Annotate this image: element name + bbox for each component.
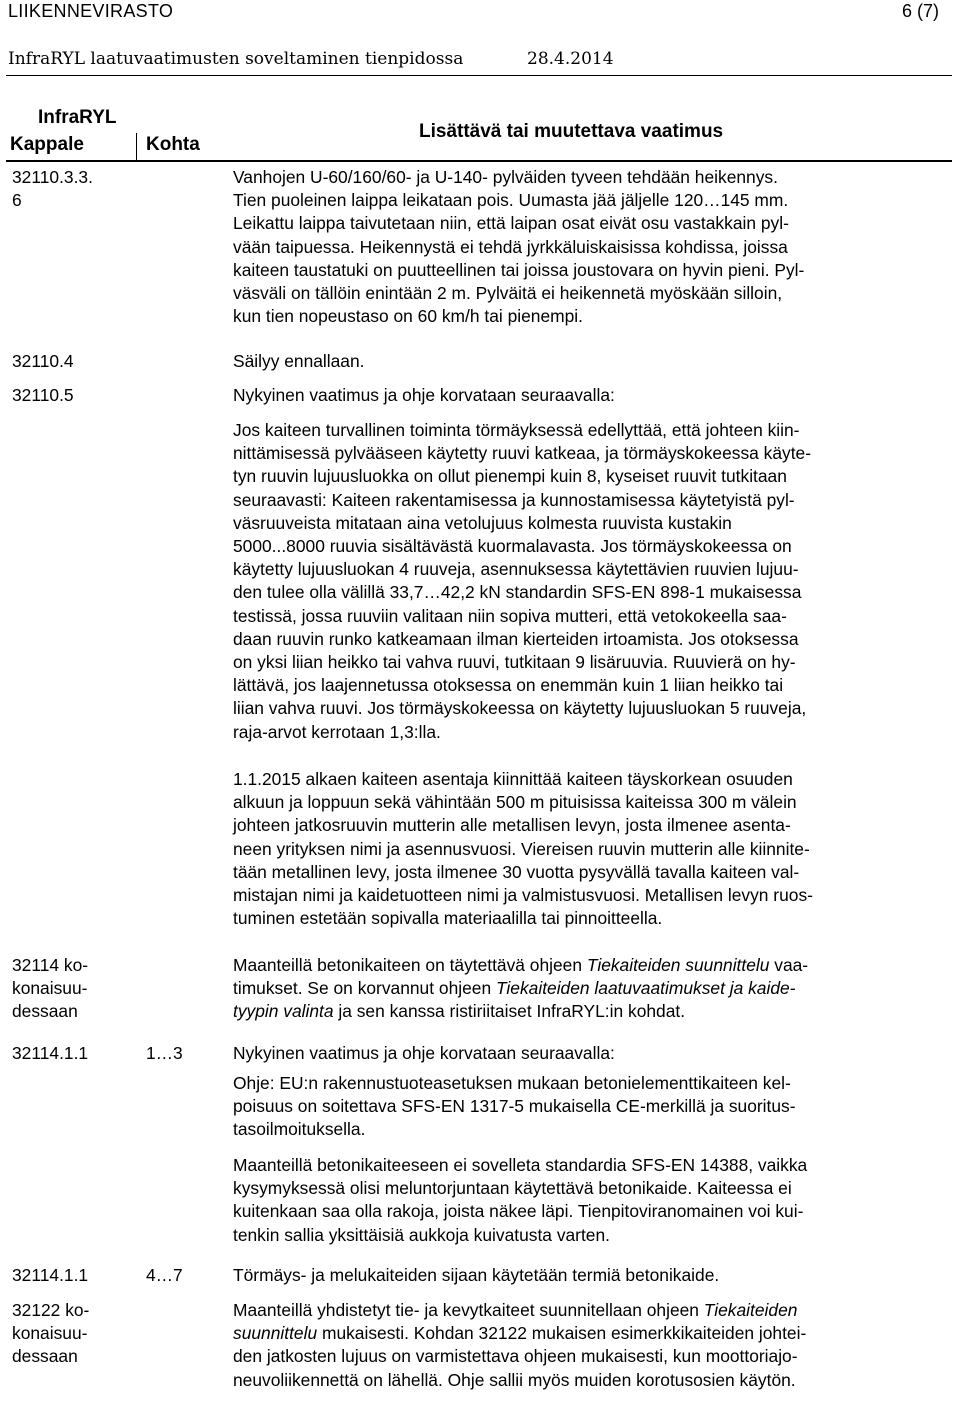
row-text: Maanteillä betonikaiteen on täytettävä ohjeen Tiekaiteiden suunnittelu vaa- timukset. Se on korvannut ohjeen Tiekaiteiden laatuvaatimukset ja kaide- tyypin valinta ja sen kanssa ristiriitaiset InfraRYL:in kohdat. — [233, 955, 809, 1022]
row-text: Törmäys- ja melukaiteiden sijaan käytetään termiä betonikaide. — [233, 1265, 720, 1285]
row-text: Vanhojen U-60/160/60- ja U-140- pylväiden tyveen tehdään heikennys. Tien puoleinen laippa leikataan pois. Uumasta jää jäljelle 120…145 mm. Leikattu laippa taivutetaan niin, että laipan osat eivät osu vastakkain pyl- vään taipuessa. Heikennystä ei tehdä jyrkkäluiskaisissa kohdissa, joissa kaiteen taustatuki on puutteellinen tai joissa joustovara on hyvin pieni. Pyl- väsväli on tällöin enintään 2 m. Pylväitä ei heikennetä myöskään silloin, kun tien nopeustaso on 60 km/h tai pienempi. — [233, 167, 805, 327]
document-date: 28.4.2014 — [527, 49, 614, 69]
row-kappale: 32114.1.1 — [12, 1043, 89, 1063]
row-text-paragraph: Jos kaiteen turvallinen toiminta törmäyksessä edellyttää, että johteen kiin- nittämisessä pylvääseen käytetty ruuvi katkeaa, ja törmäyskokeessa käyte- tyn ruuvin lujuusluokka on ollut pienempi kuin 8, kyseiset ruuvit tutkitaan seuraavasti: Kaiteen rakentamisessa ja kunnostamisessa käytetyistä pyl- väsruuveista mitataan aina vetolujuus kolmesta ruuvista kustakin 5000...8000 ruuvia sisältävästä kuormalavasta. Jos törmäyskokeessa on käytetty lujuusluokan 4 ruuveja, asennuksessa käytettävien ruuvien lujuu- den tulee olla välillä 33,7…42,2 kN standardin SFS-EN 898-1 mukaisessa testissä, jossa ruuviin valitaan niin sopiva mutteri, että vetokokeella saa- daan ruuvin runko katkeamaan ilman kierteiden irtoamista. Jos otoksessa on yksi liian heikko tai vahva ruuvi, tutkitaan 9 lisäruuvia. Ruuvierä on hy- lättävä, jos laajennetussa otoksessa on enemmän kuin 1 liian heikko tai liian vahva ruuvi. Jos törmäyskokeessa on käytetty lujuusluokan 5 ruuveja, raja-arvot kerrotaan 1,3:lla. — [233, 420, 812, 742]
header-divider — [6, 75, 952, 76]
row-text: Säilyy ennallaan. — [233, 351, 365, 371]
row-text: Maanteillä yhdistetyt tie- ja kevytkaiteet suunnitellaan ohjeen Tiekaiteiden suunnittelu mukaisesti. Kohdan 32122 mukaisen esimerkkikaiteiden johtei- den jatkosten lujuus on varmistettava ohjeen mukaisesti, kun moottoriajo- neuvoliikennettä on lähellä. Ohje sallii myös muiden korotusosien käytön. — [233, 1300, 807, 1390]
row-text-paragraph: 1.1.2015 alkaen kaiteen asentaja kiinnittää kaiteen täyskorkean osuuden alkuun ja loppuun sekä vähintään 500 m pituisissa kaiteissa 300 m välein johteen jatkosruuvin mutterin alle metallisen levyn, josta ilmenee asenta- neen yrityksen nimi ja asennusvuosi. Viereisen ruuvin mutterin alle kiinnite- tään metallinen levy, josta ilmenee 30 vuotta pysyvällä tavalla kaiteen val- mistajan nimi ja kaidetuotteen nimi ja valmistusvuosi. Metallisen levyn ruos- tuminen estetään sopivalla materiaalilla tai pinnoitteella. — [233, 769, 813, 929]
table-header-kappale: Kappale — [10, 134, 84, 155]
row-kappale: 32114 ko- konaisuu- dessaan — [12, 955, 89, 1022]
row-kohta: 1…3 — [146, 1043, 183, 1063]
table-header-kohta: Kohta — [146, 134, 200, 155]
row-kappale: 32110.4 — [12, 351, 74, 371]
row-text-paragraph: Maanteillä betonikaiteeseen ei sovelleta standardia SFS-EN 14388, vaikka kysymyksessä olisi meluntorjuntaan käytettävä betonikaide. Kaiteessa ei kuitenkaan saa olla rakoja, joista näkee läpi. Tienpitoviranomainen voi kui- tenkin sallia yksittäisiä aukkoja kuivatusta varten. — [233, 1155, 808, 1245]
row-kappale: 32122 ko- konaisuu- dessaan — [12, 1300, 90, 1367]
document-title: InfraRYL laatuvaatimusten soveltaminen tienpidossa — [8, 49, 464, 69]
row-kohta: 4…7 — [146, 1265, 183, 1285]
table-header-infraryl: InfraRYL — [38, 107, 117, 128]
table-header-divider — [6, 160, 952, 162]
table-header-vaatimus: Lisättävä tai muutettava vaatimus — [419, 121, 724, 142]
row-text-paragraph: Ohje: EU:n rakennustuoteasetuksen mukaan betonielementtikaiteen kel- poisuus on soitettava SFS-EN 1317-5 mukaisella CE-merkillä ja suoritus- tasoilmoituksella. — [233, 1073, 796, 1140]
row-kappale: 32114.1.1 — [12, 1265, 89, 1285]
organization-name: LIIKENNEVIRASTO — [8, 1, 174, 21]
row-kappale: 32110.3.3. 6 — [12, 167, 93, 211]
page-number: 6 (7) — [902, 1, 940, 21]
column-divider — [136, 133, 137, 161]
row-kappale: 32110.5 — [12, 385, 74, 405]
row-text: Nykyinen vaatimus ja ohje korvataan seuraavalla: — [233, 385, 615, 405]
row-text: Nykyinen vaatimus ja ohje korvataan seuraavalla: — [233, 1043, 615, 1063]
